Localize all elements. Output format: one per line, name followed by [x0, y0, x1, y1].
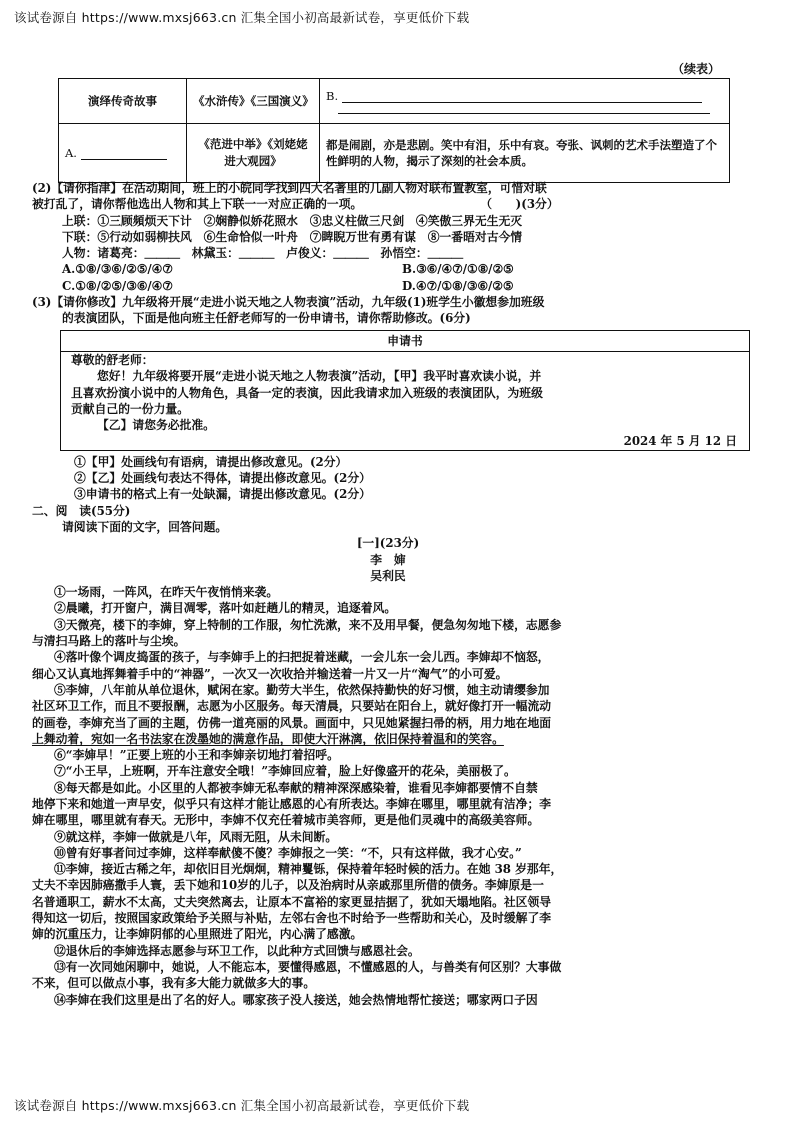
part-label: [一](23分): [356, 536, 420, 551]
essay-author: 吴利民: [370, 568, 406, 583]
option-d[interactable]: D.④⑦/①⑧/③⑥/②⑤: [402, 278, 514, 293]
essay-line: ④落叶像个调皮捣蛋的孩子，与李婶手上的扫把捉着迷藏，一会儿东一会儿西。李婶却不恼怒，: [54, 650, 550, 665]
essay-line: ⑧每天都是如此。小区里的人都被李婶无私奉献的精神深深感染着，谁看见李婶都要情不自禁: [54, 780, 538, 795]
continued-label: （续表）: [671, 62, 720, 76]
table-row: [59, 79, 730, 124]
activity-table: [58, 78, 730, 183]
essay-line: 婶的沉重压力，让李婶阴郁的心里照进了阳光，内心满了感激。: [32, 927, 363, 942]
q2-line1: (2)【请你指津】在活动期间，班上的小皖同学找到四大名著里的几副人物对联布置教室，可惜对联: [32, 181, 547, 195]
essay-body: [32, 584, 744, 1008]
answer-label-a: A.: [65, 146, 77, 160]
essay-line: ①一场雨，一阵风，在昨天午夜悄悄来袭。: [54, 585, 279, 600]
essay-line: ⑪李婶，接近古稀之年，却依旧目光炯炯，精神矍铄，保持着年轻时候的活力。在她 38 岁那年，: [54, 862, 563, 877]
essay-line: ②晨曦，打开窗户，满目凋零，落叶如赶趟儿的精灵，追逐着风。: [54, 601, 397, 616]
essay-line-underlined: 上舞动着，宛如一名书法家在泼墨她的满意作品，即使大汗淋漓，依旧保持着温和的笑容。: [32, 731, 504, 746]
letter-date: 2024 年 5 月 12 日: [623, 434, 737, 449]
q2-shanglian: 上联：①三顾頻烦天下计 ②娴静似娇花照水 ③忠义柱做三尺剑 ④笑傲三界无生无灭: [62, 213, 523, 228]
letter-yi: 【乙】请您务必批准。: [97, 418, 215, 433]
letter-line: 您好！九年级将要开展“走进小说天地之人物表演”活动，【甲】我平时喜欢读小说，并: [97, 369, 542, 384]
letter-greeting: 尊敬的舒老师：: [71, 352, 154, 367]
essay-line: 地停下来和她道一声早安，似乎只有这样才能让感恩的心有所表达。李婶在哪里，哪里就有洁净；李: [32, 796, 552, 811]
essay-line: 细心又认真地挥舞着手中的“神器”，一次又一次收拾并输送着一片又一片“淘气”的小可爱。: [32, 666, 508, 681]
main-content: [32, 180, 744, 1008]
essay-line: ⑦“小王早，上班啊，开车注意安全哦！”李婶回应着，脸上好像盛开的花朵，美丽极了。: [54, 764, 516, 779]
page-header: 该试卷源自 https://www.mxsj663.cn 汇集全国小初高最新试卷，享更低价下载: [14, 10, 470, 25]
essay-line: 丈夫不幸因肺癌撒手人寰，丢下她和10岁的儿子，以及治病时从亲戚那里所借的债务。李婶原是一: [32, 878, 544, 893]
letter-title: 申请书: [61, 331, 749, 352]
essay-line: 社区环卫工作，而且不要报酬，志愿为小区服务。每天清晨，只要站在阳台上，就好像打开一幅流动: [32, 699, 552, 714]
letter-line: 贡献自己的一份力量。: [71, 401, 189, 416]
table-cell: 演绎传奇故事: [59, 79, 187, 124]
essay-line: 的画卷，李婶充当了画的主题，仿佛一道亮丽的风景。画面中，只见她紧握扫帚的柄，用力地在地面: [32, 715, 552, 730]
q2-xialian: 下联：⑤行动如弱柳扶风 ⑥生命恰似一叶舟 ⑦睥睨万世有勇有谋 ⑧一番晤对古今情: [62, 229, 523, 244]
letter-line: 且喜欢扮演小说中的人物角色，具备一定的表演，因此我请求加入班级的表演团队，为班级: [71, 385, 543, 400]
q2-people: 人物：诸葛亮：＿＿＿ 林黛玉：＿＿＿ 卢俊义：＿＿＿ 孙悟空：＿＿＿: [62, 246, 464, 261]
answer-blank-a[interactable]: [81, 159, 167, 160]
table-cell: 都是闹剧，亦是悲剧。笑中有泪，乐中有哀。夸张、讽刺的艺术手法塑造了个性鲜明的人物，揭示了深刻的社会本质。: [320, 124, 730, 183]
essay-line: 婶在哪里，哪里就有春天。无形中，李婶不仅充任着城市美容师，更是他们灵魂中的高级美容师。: [32, 813, 540, 828]
q2-options-row2: [32, 278, 744, 294]
q3-sub2: ②【乙】处画线句表达不得体，请提出修改意见。(2分）: [74, 471, 371, 486]
option-c[interactable]: C.①⑧/②⑤/③⑥/④⑦: [62, 278, 173, 293]
q2-options-row1: [32, 261, 744, 277]
essay-line: ⑨就这样，李婶一做就是八年，风雨无阻，从未间断。: [54, 829, 338, 844]
page-footer: 该试卷源自 https://www.mxsj663.cn 汇集全国小初高最新试卷，享更低价下载: [14, 1098, 470, 1113]
essay-line: ⑥“李婶早！”正要上班的小王和李婶亲切地打着招呼。: [54, 748, 339, 763]
q3-sub1: ①【甲】处画线句有语病，请提出修改意见。(2分）: [74, 454, 348, 469]
table-cell: [59, 124, 187, 183]
answer-blank-b[interactable]: [342, 102, 702, 103]
essay-line: 名普通职工，薪水不太高，丈夫突然离去，让原本不富裕的家更显拮据了，犹如天塌地陷。社区领导: [32, 894, 552, 909]
q3-line1: (3)【请你修改】九年级将开展“走进小说天地之人物表演”活动，九年级(1)班学生小徽想参加班级: [32, 295, 545, 310]
essay-line: ⑩曾有好事者问过李婶，这样奉献傻不傻？李婶报之一笑：“不，只有这样做，我才心安。”: [54, 845, 522, 860]
essay-line: ⑫退休后的李婶选择志愿参与环卫工作，以此种方式回馈与感恩社会。: [54, 943, 420, 958]
essay-line: ⑬有一次同她闲聊中，她说，人不能忘本，要懂得感恩，不懂感恩的人，与兽类有何区别？大事做: [54, 959, 562, 974]
table-row: [59, 124, 730, 183]
table-cell: [320, 79, 730, 124]
q2-line2: 被打乱了，请你帮他选出人物和其上下联一一对应正确的一项。 （ )(3分）: [32, 197, 559, 212]
answer-label-b: B.: [326, 88, 339, 103]
option-b[interactable]: B.③⑥/④⑦/①⑧/②⑤: [402, 262, 514, 277]
letter-body: [61, 352, 749, 450]
section-title: 二、阅 读(55分): [32, 503, 131, 518]
essay-title: 李 婶: [370, 552, 406, 567]
application-letter-box: [60, 330, 750, 451]
essay-line: 得知这一切后，按照国家政策给予关照与补贴，左邻右舍也不时给予一些帮助和关心，及时缓解了李: [32, 911, 552, 926]
essay-line: 不来，但可以做点小事，我有多大能力就做多大的事。: [32, 976, 316, 991]
table-cell: 《范进中举》《刘姥姥进大观园》: [187, 124, 320, 183]
q3-sub3: ③申请书的格式上有一处缺漏，请提出修改意见。(2分）: [74, 487, 371, 502]
essay-line: ③天微亮，楼下的李婶，穿上特制的工作服，匆忙洗漱，来不及用早餐，便急匆匆地下楼，志愿参: [54, 617, 562, 632]
section-instruction: 请阅读下面的文字，回答问题。: [62, 519, 228, 534]
essay-line: ⑭李婶在我们这里是出了名的好人。哪家孩子没人接送，她会热情地帮忙接送；哪家两口子因: [54, 992, 538, 1007]
option-a[interactable]: A.①⑧/③⑥/②⑤/④⑦: [62, 262, 173, 277]
answer-blank-b-line2[interactable]: [338, 113, 710, 114]
table-cell: 《水浒传》《三国演义》: [187, 79, 320, 124]
q3-line2: 的表演团队，下面是他向班主任舒老师写的一份申请书，请你帮助修改。(6分): [62, 311, 471, 326]
essay-line: ⑤李婶，八年前从单位退休，赋闲在家。勤劳大半生，依然保持勤快的好习惯，她主动请缨参加: [54, 682, 550, 697]
essay-line: 与清扫马路上的落叶与尘埃。: [32, 634, 186, 649]
